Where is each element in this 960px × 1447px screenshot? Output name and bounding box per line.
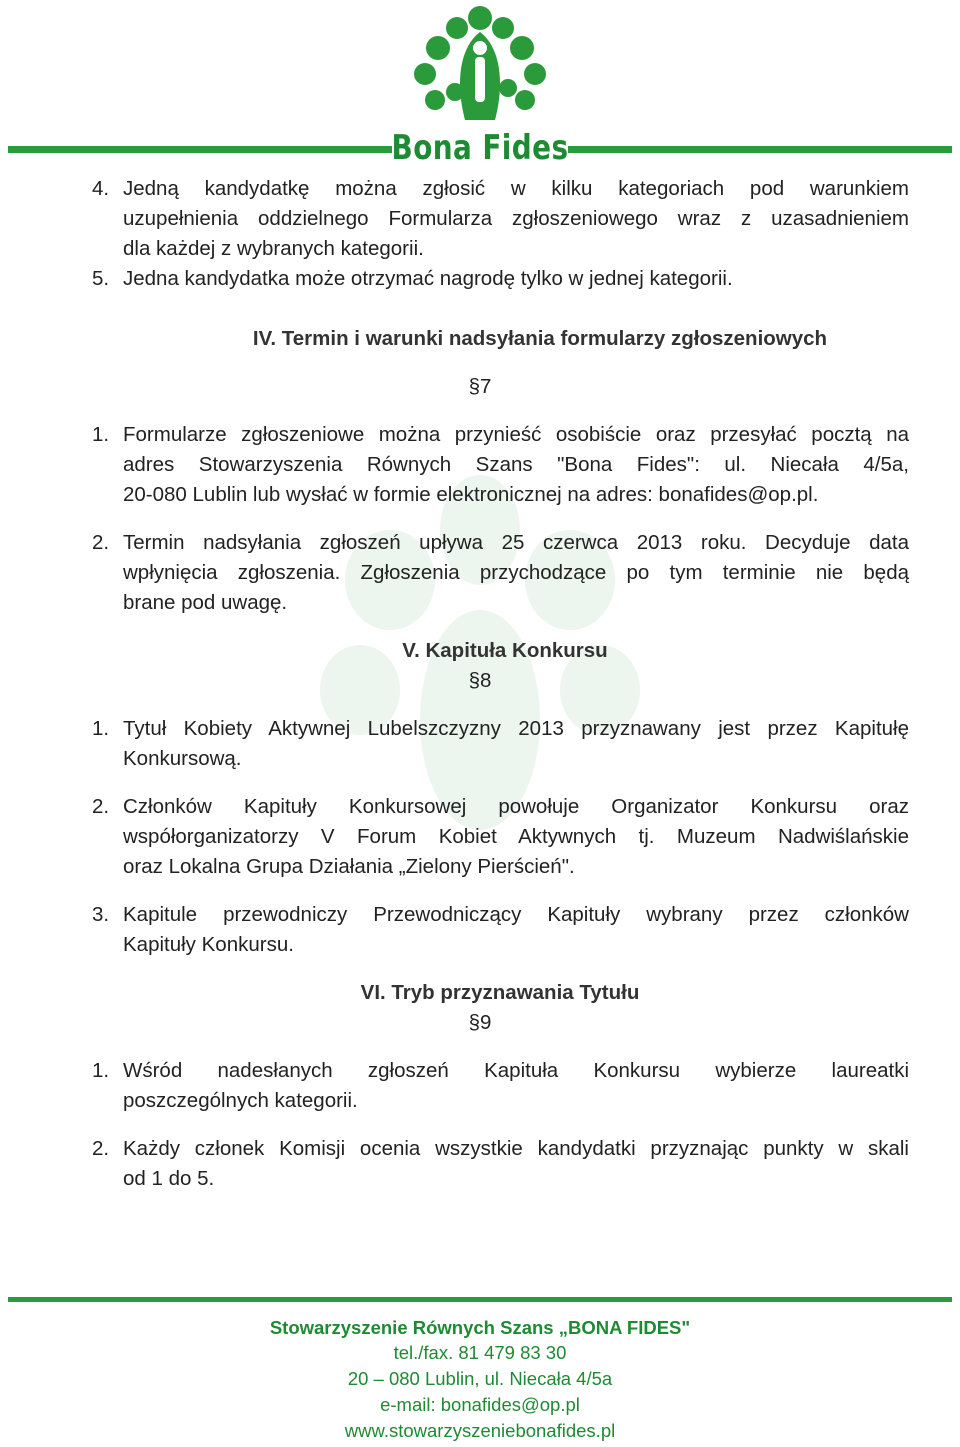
footer-website[interactable]: www.stowarzyszeniebonafides.pl (344, 1420, 616, 1441)
item-line: Termin nadsyłania zgłoszeń upływa 25 czerwca 2013 roku. Decyduje data (123, 531, 909, 554)
section-heading-iv: IV. Termin i warunki nadsyłania formularzy zgłoszeniowych (252, 327, 828, 350)
bona-fides-logo-icon (405, 2, 555, 130)
paragraph-mark: §9 (468, 1011, 492, 1034)
item-number: 2. (92, 795, 110, 818)
section-heading-vi: VI. Tryb przyznawania Tytułu (360, 981, 640, 1004)
item-number: 4. (92, 177, 110, 200)
footer-org (0, 1315, 960, 1341)
item-line: Każdy członek Komisji ocenia wszystkie kandydatki przyznając punkty w skali (123, 1137, 909, 1160)
item-number: 1. (92, 1059, 110, 1082)
item-number: 2. (92, 1137, 110, 1160)
logo-text: Bona Fides (391, 128, 569, 168)
item-line: brane pod uwagę. (123, 591, 288, 614)
item-line: 20-080 Lublin lub wysłać w formie elektronicznej na adres: bonafides@op.pl. (123, 483, 819, 506)
item-line: Formularze zgłoszeniowe można przynieść osobiście oraz przesyłać pocztą na (123, 423, 909, 446)
item-line: Jedna kandydatka może otrzymać nagrodę tylko w jednej kategorii. (123, 267, 733, 290)
item-line: Konkursową. (123, 747, 242, 770)
paragraph-mark: §8 (468, 669, 492, 692)
item-line: Kapitule przewodniczy Przewodniczący Kapituły wybrany przez członków (123, 903, 909, 926)
item-line: współorganizatorzy V Forum Kobiet Aktywnych tj. Muzeum Nadwiślańskie (123, 825, 909, 848)
item-line: Członków Kapituły Konkursowej powołuje Organizator Konkursu oraz (123, 795, 909, 818)
item-line: Tytuł Kobiety Aktywnej Lubelszczyzny 2013 przyznawany jest przez Kapitułę (123, 717, 909, 740)
footer-address: 20 – 080 Lublin, ul. Niecała 4/5a (347, 1368, 613, 1389)
item-line: Jedną kandydatkę można zgłosić w kilku kategoriach pod warunkiem (123, 177, 909, 200)
paragraph-mark: §7 (468, 375, 492, 398)
item-line: wpłynięcia zgłoszenia. Zgłoszenia przychodzące po tym terminie nie będą (123, 561, 909, 584)
item-number: 1. (92, 717, 110, 740)
item-line: adres Stowarzyszenia Równych Szans "Bona Fides": ul. Niecała 4/5a, (123, 453, 909, 476)
item-line: Kapituły Konkursu. (123, 933, 294, 956)
item-line: dla każdej z wybranych kategorii. (123, 237, 424, 260)
item-line: Wśród nadesłanych zgłoszeń Kapituła Konkursu wybierze laureatki (123, 1059, 909, 1082)
footer-org-name: Stowarzyszenie Równych Szans „BONA FIDES" (269, 1317, 691, 1338)
footer-phone: tel./fax. 81 479 83 30 (393, 1342, 567, 1363)
item-number: 2. (92, 531, 110, 554)
item-line: od 1 do 5. (123, 1167, 215, 1190)
footer-rule (8, 1297, 952, 1302)
item-number: 1. (92, 423, 110, 446)
item-number: 5. (92, 267, 110, 290)
section-heading-v: V. Kapituła Konkursu (402, 639, 608, 662)
footer-email: e-mail: bonafides@op.pl (380, 1394, 580, 1415)
item-line: poszczególnych kategorii. (123, 1089, 358, 1112)
item-line: uzupełnienia oddzielnego Formularza zgłoszeniowego wraz z uzasadnieniem (123, 207, 909, 230)
item-number: 3. (92, 903, 110, 926)
item-line: oraz Lokalna Grupa Działania „Zielony Pierścień". (123, 855, 575, 878)
